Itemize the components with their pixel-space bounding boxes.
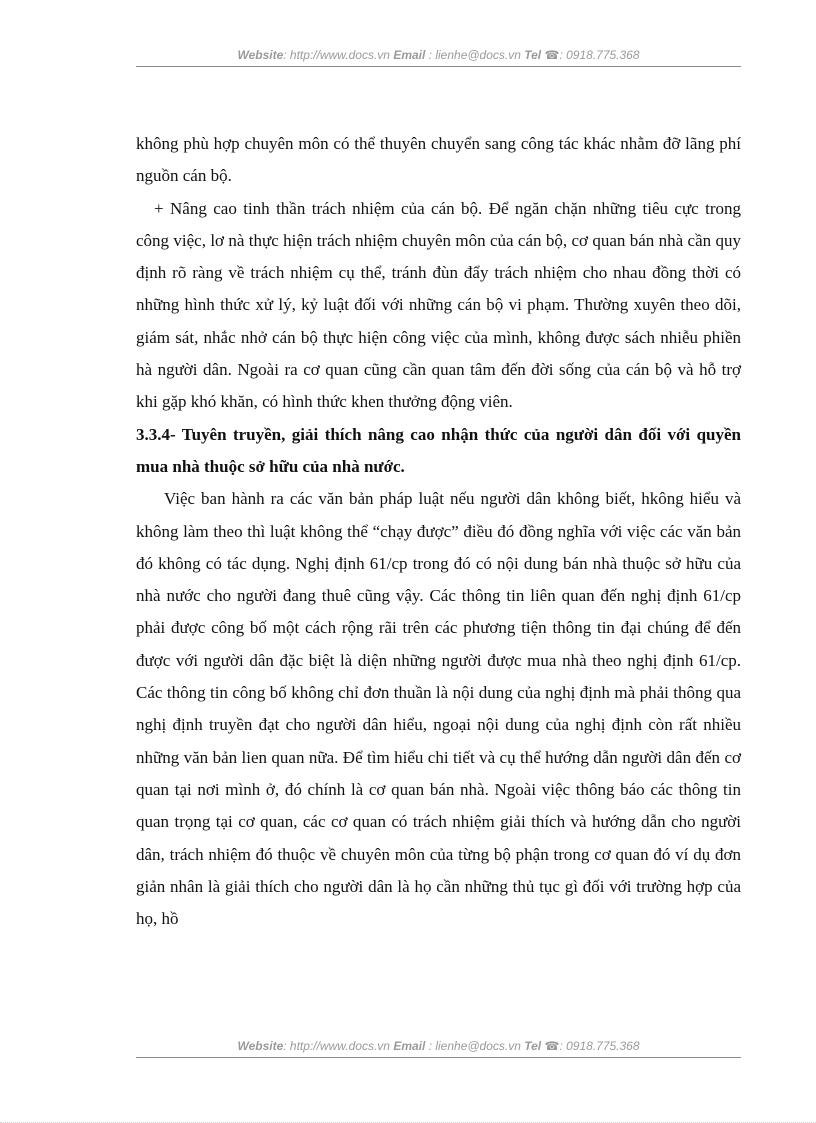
email-link[interactable]: : lienhe@docs.vn — [428, 48, 521, 62]
footer-website-link[interactable]: : http://www.docs.vn — [283, 1039, 390, 1053]
section-heading: 3.3.4- Tuyên truyền, giải thích nâng cao nhận thức của người dân đối với quyền mua nhà thuộc sở hữu của nhà nước. — [136, 424, 741, 476]
footer-tel-number: : 0918.775.368 — [559, 1039, 640, 1053]
email-label: Email — [393, 48, 426, 62]
website-label: Website — [237, 48, 284, 62]
website-link[interactable]: : http://www.docs.vn — [283, 48, 390, 62]
paragraph-3: Việc ban hành ra các văn bản pháp luật nếu người dân không biết, hkông hiểu và không làm theo thì luật không thể “chạy được” điều đó đồng nghĩa với việc các văn bản đó không có tác dụng. Nghị định 61/cp trong đó có nội dung bán nhà thuộc sở hữu của nhà nước cho người đang thuê cũng vậy. Các thông tin liên quan đến nghị định 61/cp phải được công bố một cách rộng rãi trên các phương tiện thông tin đại chúng để đến được với người dân đặc biệt là diện những người được mua nhà theo nghị định 61/cp. Các thông tin công bố không chỉ đơn thuần là nội dung của nghị định mà phải thông qua nghị định truyền đạt cho người dân hiểu, ngoại nội dung của nghị định còn rất nhiều những văn bản lien quan nữa. Để tìm hiểu chi tiết và cụ thể hướng dẫn người dân đến cơ quan tại nơi mình ở, đó chính là cơ quan bán nhà. Ngoài việc thông báo các thông tin quan trọng tại cơ quan, các cơ quan có trách nhiệm giải thích và hướng dẫn cho người dân, trách nhiệm đó thuộc về chuyên môn của từng bộ phận trong cơ quan đó ví dụ đơn giản nhân là giải thích cho người dân là họ cần những thủ tục gì đối với trường hợp của họ, hồ — [136, 489, 741, 929]
page-header — [136, 48, 741, 62]
footer-tel-label: Tel — [524, 1039, 542, 1053]
tel-number: : 0918.775.368 — [559, 48, 640, 62]
footer-divider — [136, 1057, 741, 1058]
footer-phone-icon: ☎ — [544, 1039, 560, 1053]
tel-label: Tel — [524, 48, 542, 62]
footer-website-label: Website — [237, 1039, 284, 1053]
footer-email-link[interactable]: : lienhe@docs.vn — [428, 1039, 521, 1053]
paragraph-1: không phù hợp chuyên môn có thể thuyên chuyển sang công tác khác nhằm đỡ lãng phí nguồn cán bộ. — [136, 134, 741, 186]
header-divider — [136, 66, 741, 67]
document-body — [136, 128, 741, 935]
paragraph-2: + Nâng cao tinh thần trách nhiệm của cán bộ. Để ngăn chặn những tiêu cực trong công việc, lơ nà thực hiện trách nhiệm chuyên môn của cán bộ, cơ quan bán nhà cần quy định rõ ràng về trách nhiệm cụ thể, tránh đùn đẩy trách nhiệm cho nhau đồng thời có những hình thức xử lý, kỷ luật đối với những cán bộ vi phạm. Thường xuyên theo dõi, giám sát, nhắc nhở cán bộ thực hiện công việc của mình, không được sách nhiễu phiền hà người dân. Ngoài ra cơ quan cũng cần quan tâm đến đời sống của cán bộ và hỗ trợ khi gặp khó khăn, có hình thức khen thưởng động viên. — [136, 198, 741, 412]
page-footer — [136, 1039, 741, 1053]
phone-icon: ☎ — [544, 48, 560, 62]
footer-email-label: Email — [393, 1039, 426, 1053]
